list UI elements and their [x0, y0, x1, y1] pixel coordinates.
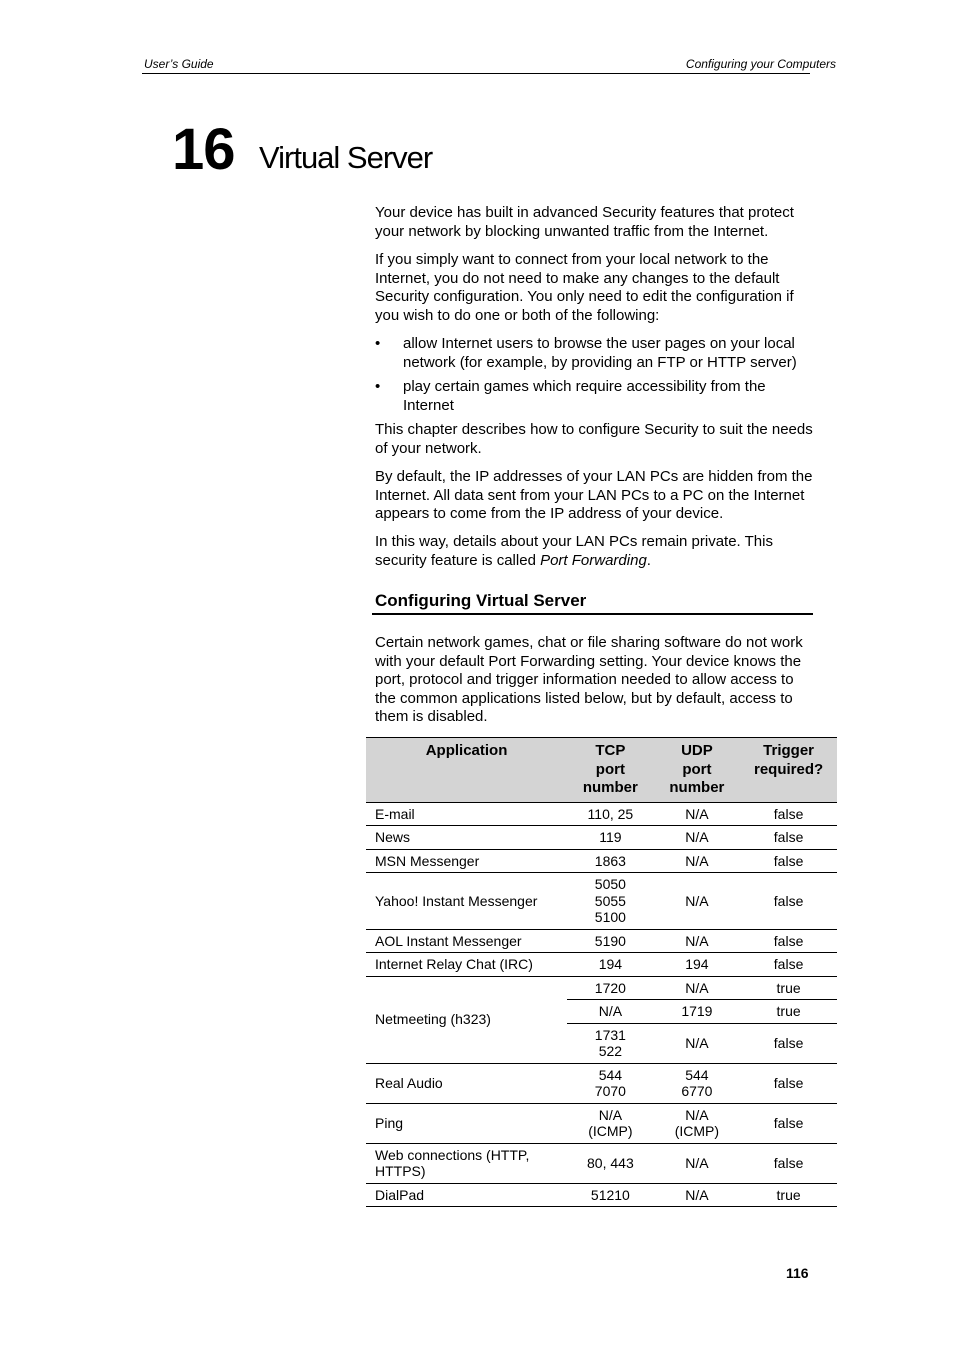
running-header-right: Configuring your Computers — [685, 57, 836, 71]
intro-paragraph-3: This chapter describes how to configure Security to suit the needs of your network. — [375, 421, 813, 457]
cell-udp: N/A — [654, 849, 741, 873]
cell-trigger: true — [740, 976, 837, 1000]
cell-udp: N/A — [654, 802, 741, 826]
chapter-title: Virtual Server — [259, 140, 433, 175]
table-row — [366, 873, 837, 930]
cell-tcp: 1731 522 — [567, 1023, 654, 1063]
table-header-row — [366, 738, 837, 803]
applications-table — [366, 737, 837, 1207]
bullet-icon: • — [375, 335, 381, 352]
cell-tcp: 5190 — [567, 929, 654, 953]
cell-udp: N/A — [654, 826, 741, 850]
cell-udp: 194 — [654, 953, 741, 977]
cell-udp: 544 6770 — [654, 1063, 741, 1103]
cell-tcp: 544 7070 — [567, 1063, 654, 1103]
cell-trigger: false — [740, 802, 837, 826]
cell-tcp: 80, 443 — [567, 1143, 654, 1183]
section-title: Configuring Virtual Server — [375, 591, 587, 610]
cell-application: AOL Instant Messenger — [366, 929, 567, 953]
table-row — [366, 1103, 837, 1143]
intro-paragraph-2: If you simply want to connect from your local network to the Internet, you do not need to make any changes to the default Security configuration. You only need to edit the configuration if you wish to do one or both of the following: — [375, 251, 794, 324]
cell-application: E-mail — [366, 802, 567, 826]
intro-paragraph-1: Your device has built in advanced Security features that protect your network by blocking unwanted traffic from the Internet. — [375, 204, 794, 240]
table-row — [366, 826, 837, 850]
cell-trigger: false — [740, 826, 837, 850]
intro-paragraph-5: In this way, details about your LAN PCs remain private. This security feature is called Port Forwarding. — [375, 533, 773, 569]
cell-trigger: false — [740, 929, 837, 953]
intro-paragraph-4: By default, the IP addresses of your LAN PCs are hidden from the Internet. All data sent from your LAN PCs to a PC on the Internet appears to come from the IP address of your device. — [375, 468, 813, 522]
cell-udp: N/A — [654, 873, 741, 930]
section-paragraph: Certain network games, chat or file sharing software do not work with your default Port Forwarding setting. Your device knows the port, protocol and trigger information needed to allow access to the common applications listed below, but by default, access to them is disabled. — [375, 634, 803, 725]
header-divider — [142, 73, 810, 74]
col-header-application: Application — [366, 738, 567, 803]
table-row — [366, 1183, 837, 1207]
table-row — [366, 976, 837, 1000]
page-number: 116 — [786, 1265, 809, 1281]
cell-trigger: false — [740, 953, 837, 977]
cell-tcp: 1720 — [567, 976, 654, 1000]
bullet-icon: • — [375, 378, 381, 395]
col-header-tcp: TCP port number — [567, 738, 654, 803]
cell-application: Netmeeting (h323) — [366, 976, 567, 1063]
cell-trigger: false — [740, 1103, 837, 1143]
cell-udp: N/A (ICMP) — [654, 1103, 741, 1143]
cell-trigger: true — [740, 1000, 837, 1024]
cell-tcp: 110, 25 — [567, 802, 654, 826]
cell-tcp: 194 — [567, 953, 654, 977]
cell-udp: 1719 — [654, 1000, 741, 1024]
cell-tcp: 51210 — [567, 1183, 654, 1207]
bullet-item: • play certain games which require accessibility from the Internet — [375, 378, 766, 414]
bullet-item: • allow Internet users to browse the user pages on your local network (for example, by providing an FTP or HTTP server) — [375, 335, 797, 371]
cell-udp: N/A — [654, 976, 741, 1000]
cell-trigger: false — [740, 1023, 837, 1063]
cell-application: News — [366, 826, 567, 850]
cell-tcp: 119 — [567, 826, 654, 850]
cell-tcp: N/A — [567, 1000, 654, 1024]
running-header-left: User’s Guide — [144, 57, 214, 71]
cell-application: Real Audio — [366, 1063, 567, 1103]
cell-tcp: 1863 — [567, 849, 654, 873]
cell-trigger: false — [740, 1063, 837, 1103]
cell-application: Yahoo! Instant Messenger — [366, 873, 567, 930]
cell-trigger: false — [740, 873, 837, 930]
chapter-number: 16 — [172, 117, 235, 182]
cell-trigger: false — [740, 1143, 837, 1183]
table-row — [366, 929, 837, 953]
cell-application: Internet Relay Chat (IRC) — [366, 953, 567, 977]
cell-trigger: false — [740, 849, 837, 873]
table-row — [366, 849, 837, 873]
cell-tcp: 5050 5055 5100 — [567, 873, 654, 930]
col-header-trigger: Trigger required? — [740, 738, 837, 803]
cell-application: Web connections (HTTP, HTTPS) — [366, 1143, 567, 1183]
table-row — [366, 802, 837, 826]
cell-udp: N/A — [654, 1143, 741, 1183]
cell-udp: N/A — [654, 1183, 741, 1207]
cell-udp: N/A — [654, 929, 741, 953]
table-row — [366, 1063, 837, 1103]
col-header-udp: UDP port number — [654, 738, 741, 803]
cell-udp: N/A — [654, 1023, 741, 1063]
bullet-list — [375, 335, 815, 421]
section-divider — [372, 613, 813, 615]
cell-application: Ping — [366, 1103, 567, 1143]
emphasis-term: Port Forwarding — [540, 551, 647, 569]
cell-tcp: N/A (ICMP) — [567, 1103, 654, 1143]
cell-application: MSN Messenger — [366, 849, 567, 873]
cell-trigger: true — [740, 1183, 837, 1207]
table-row — [366, 1143, 837, 1183]
cell-application: DialPad — [366, 1183, 567, 1207]
table-row — [366, 953, 837, 977]
